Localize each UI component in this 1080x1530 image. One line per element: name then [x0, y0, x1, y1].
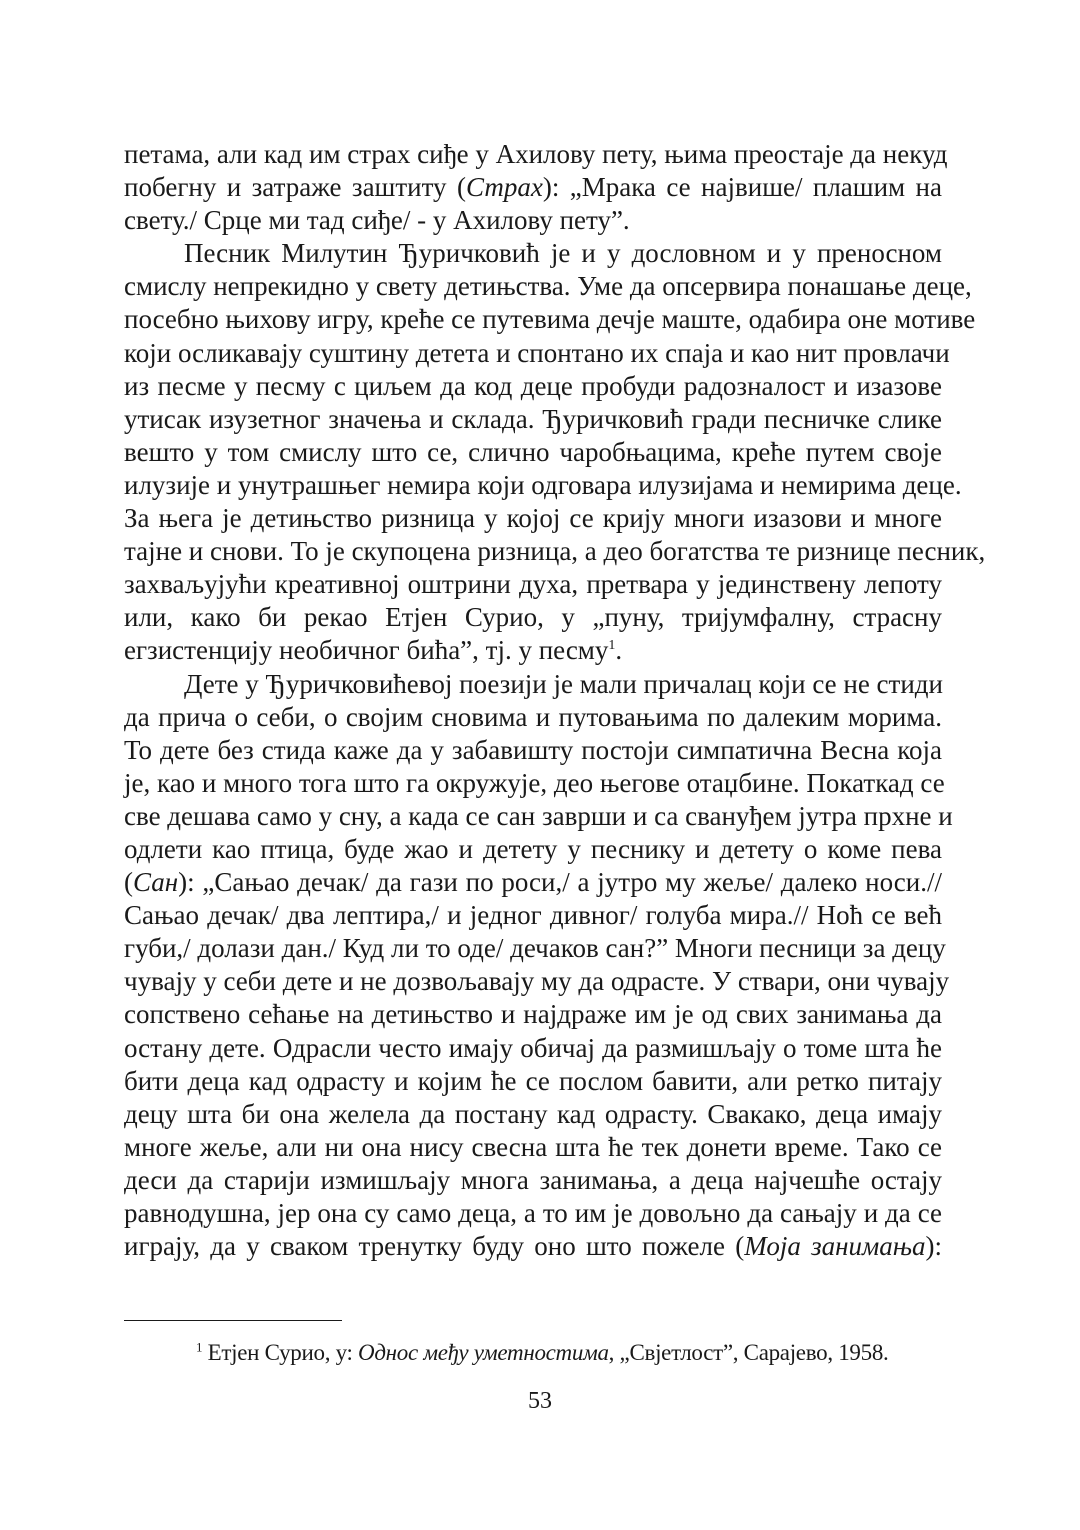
- paragraph-2: [124, 237, 986, 667]
- footnote-reference[interactable]: 1: [608, 638, 616, 654]
- text-line: који осликавају суштину детета и спонтано их спаја и као нит провлачи: [124, 337, 950, 368]
- text-line: или, како би рекао Етјен Сурио, у „пуну, тријумфалну, страсну: [124, 602, 942, 633]
- text-line: захваљујући креативној оштрини духа, претвара у јединствену лепоту: [124, 569, 942, 600]
- footnote: [196, 1339, 942, 1367]
- text-line: вешто у том смислу што се, слично чаробњацима, креће путем своје: [124, 436, 942, 467]
- body-text: [124, 138, 986, 1263]
- text-line: утисак изузетног значења и склада. Ђуричковић гради песничке слике: [124, 403, 942, 434]
- text-line: губи,/ долази дан./ Куд ли то оде/ дечаков сан?” Многи песници за децу: [124, 933, 946, 964]
- text-line: чувају у себи дете и не дозвољавају му да одрасте. У ствари, они чувају: [124, 966, 950, 997]
- text-line: играју, да у сваком тренутку буду оно што пожеле (Моја занимања):: [124, 1231, 942, 1262]
- text-line: побегну и затраже заштиту (Страх): „Мрака се највише/ плашим на: [124, 172, 942, 203]
- text-line: тајне и снови. То је скупоцена ризница, а део богатства те ризнице песник,: [124, 536, 986, 567]
- text-line: То дете без стида каже да у забавишту постоји симпатична Весна која: [124, 734, 942, 765]
- paragraph-3: [124, 668, 953, 1264]
- text-line: децу шта би она желела да постану кад одрасту. Свакако, деца имају: [124, 1098, 942, 1129]
- text-line: Дете у Ђуричковићевој поезији је мали причалац који се не стиди: [184, 668, 943, 699]
- paragraph-1: [124, 138, 948, 237]
- text-line: Песник Милутин Ђуричковић је и у дословном и у преносном: [184, 238, 942, 269]
- text-line: из песме у песму с циљем да код деце пробуди радозналост и изазове: [124, 370, 942, 401]
- text-line: свету./ Срце ми тад сиђе/ - у Ахилову пету”.: [124, 205, 630, 236]
- text-line: многе жеље, али ни она нису свесна шта ће тек донети време. Тако се: [124, 1131, 942, 1162]
- text-line: одлети као птица, буде жао и детету у песнику и детету о коме пева: [124, 833, 942, 864]
- text-line: Сањао дечак/ два лептира,/ и једног дивног/ голуба мира.// Ноћ се већ: [124, 900, 942, 931]
- text-line: све дешава само у сну, а када се сан заврши и са свануђем јутра прхне и: [124, 800, 953, 831]
- text-line: бити деца кад одрасту и којим ће се послом бавити, али ретко питају: [124, 1065, 942, 1096]
- text-line: равнодушна, јер она су само деца, а то им је довољно да сањају и да се: [124, 1198, 942, 1228]
- poem-title-moja-zanimanja: Моја занимања: [744, 1231, 926, 1262]
- text-line: илузије и унутрашњег немира који одговара илузијама и немирима деце.: [124, 469, 962, 500]
- text-line: остану дете. Одрасли често имају обичај да размишљају о томе шта ће: [124, 1032, 942, 1063]
- footnote-book-title: Однос међу уметностима: [358, 1340, 609, 1365]
- text-line: посебно њихову игру, креће се путевима дечје маште, одабира оне мотиве: [124, 304, 976, 335]
- text-line: сопствено сећање на детињство и најдраже им је од свих занимања да: [124, 999, 942, 1030]
- text-line: петама, али кад им страх сиђе у Ахилову пету, њима преостаје да некуд: [124, 139, 948, 169]
- text-line: да прича о себи, о својим сновима и путовањима по далеким морима.: [124, 701, 942, 732]
- text-line: За њега је детињство ризница у којој се крију многи изазови и многе: [124, 503, 942, 534]
- footnote-publication: , „Свјетлост”, Сарајево, 1958.: [608, 1340, 889, 1365]
- text-line: деси да старији измишљају многа занимања, а деца најчешће остају: [124, 1164, 942, 1195]
- page-number: 53: [528, 1388, 552, 1414]
- footnote-separator: [124, 1320, 342, 1321]
- text-line: егзистенцију необичног бића”, тј. у песму$^1$.: [124, 635, 623, 666]
- text-line: (Сан): „Сањао дечак/ да гази по роси,/ а јутро му жеље/ далеко носи.//: [124, 867, 942, 898]
- footnote-author: Етјен Сурио, у:: [202, 1340, 359, 1365]
- text-line: је, као и много тога што га окружује, део његове отаџбине. Покаткад се: [124, 767, 945, 798]
- poem-title-strah: Страх: [465, 172, 543, 203]
- text-line: смислу непрекидно у свету детињства. Уме да опсервира понашање деце,: [124, 271, 972, 302]
- footnote-marker: 1: [196, 1339, 203, 1355]
- poem-title-san: Сан: [133, 867, 179, 898]
